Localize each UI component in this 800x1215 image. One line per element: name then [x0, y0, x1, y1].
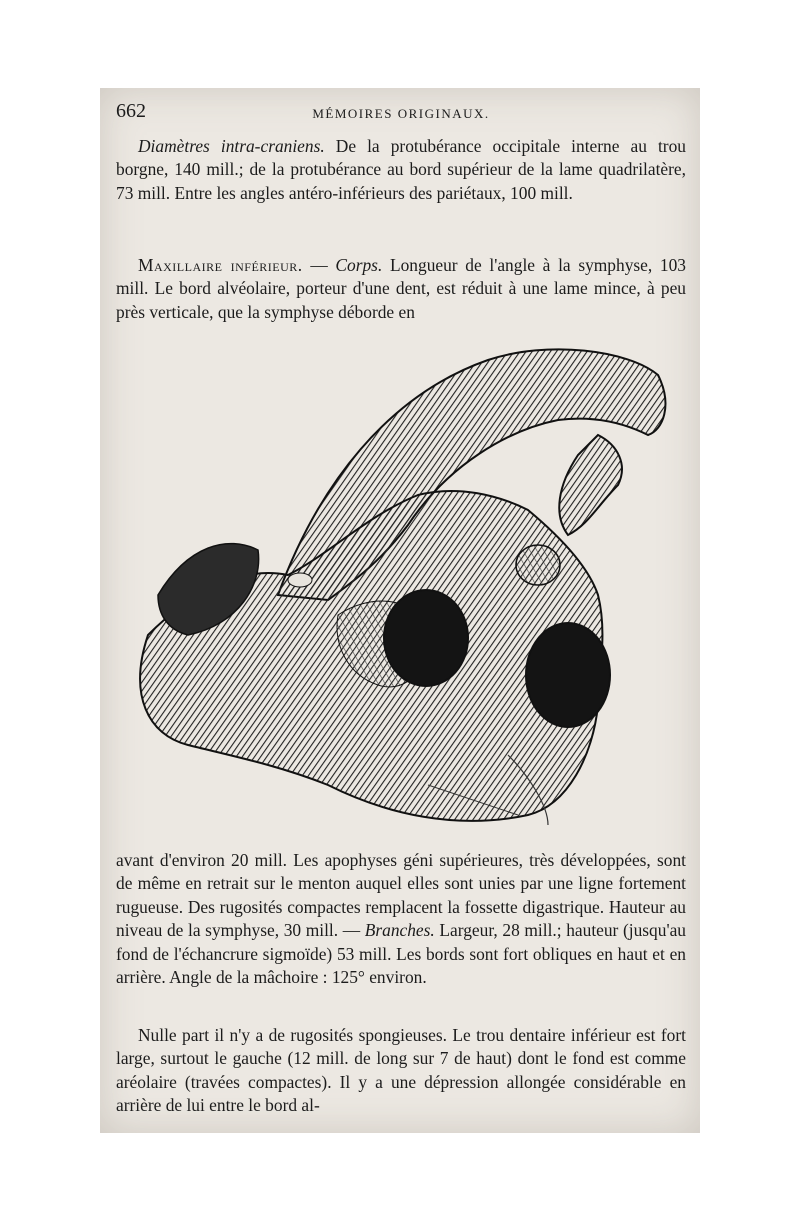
paragraph-intracranial-diameters — [116, 135, 686, 205]
running-title: MÉMOIRES ORIGINAUX. — [312, 106, 490, 121]
mandible-engraving-illustration — [128, 335, 678, 840]
paragraph-rugosites — [116, 1024, 686, 1118]
paragraph-text: Longueur de l'angle à la symphyse, 103 mill. Le bord alvéolaire, porteur d'une dent, est réduit à une lame mince, à peu près verticale, que la symphyse déborde en — [116, 255, 686, 322]
paragraph-text: Nulle part il n'y a de rugosités spongieuses. Le trou dentaire inférieur est fort large, surtout le gauche (12 mill. de long sur 7 de haut) dont le fond est comme aréolaire (travées compactes). Il y a une dépression allongée considérable en arrière de lui entre le bord al- — [116, 1025, 686, 1116]
paragraph-text: De la protubérance occipitale interne au trou borgne, 140 mill.; de la protubérance au bord supérieur de la lame quadrilatère, 73 mill. Entre les angles antéro-inférieurs des pariétaux, 100 mill. — [116, 136, 686, 203]
page-header — [116, 100, 686, 126]
paragraph-maxillaire — [116, 254, 686, 324]
subsection-label-branches: Branches. — [364, 920, 435, 941]
paragraph-text: Largeur, 28 mill.; hauteur (jusqu'au fond de l'échancrure sigmoïde) 53 mill. Les bords sont fort obliques en haut et en arrière. Angle de la mâchoire : 125° environ. — [116, 920, 686, 988]
paragraph-text: avant d'environ 20 mill. Les apophyses géni supérieures, très développées, sont de même en retrait sur le menton auquel elles sont unies par une ligne fortement rugueuse. Des rugosités compactes remplacent la fossette digastrique. Hauteur au niveau de la symphyse, 30 mill. — — [116, 850, 686, 941]
page-number: 662 — [116, 100, 146, 122]
section-label-diametres: Diamètres intra-craniens. — [138, 136, 325, 156]
subsection-label-corps: Corps. — [335, 255, 383, 275]
section-label-maxillaire: Maxillaire inférieur. — [138, 255, 303, 275]
paragraph-continuation — [116, 849, 686, 989]
dash: — — [302, 255, 336, 275]
